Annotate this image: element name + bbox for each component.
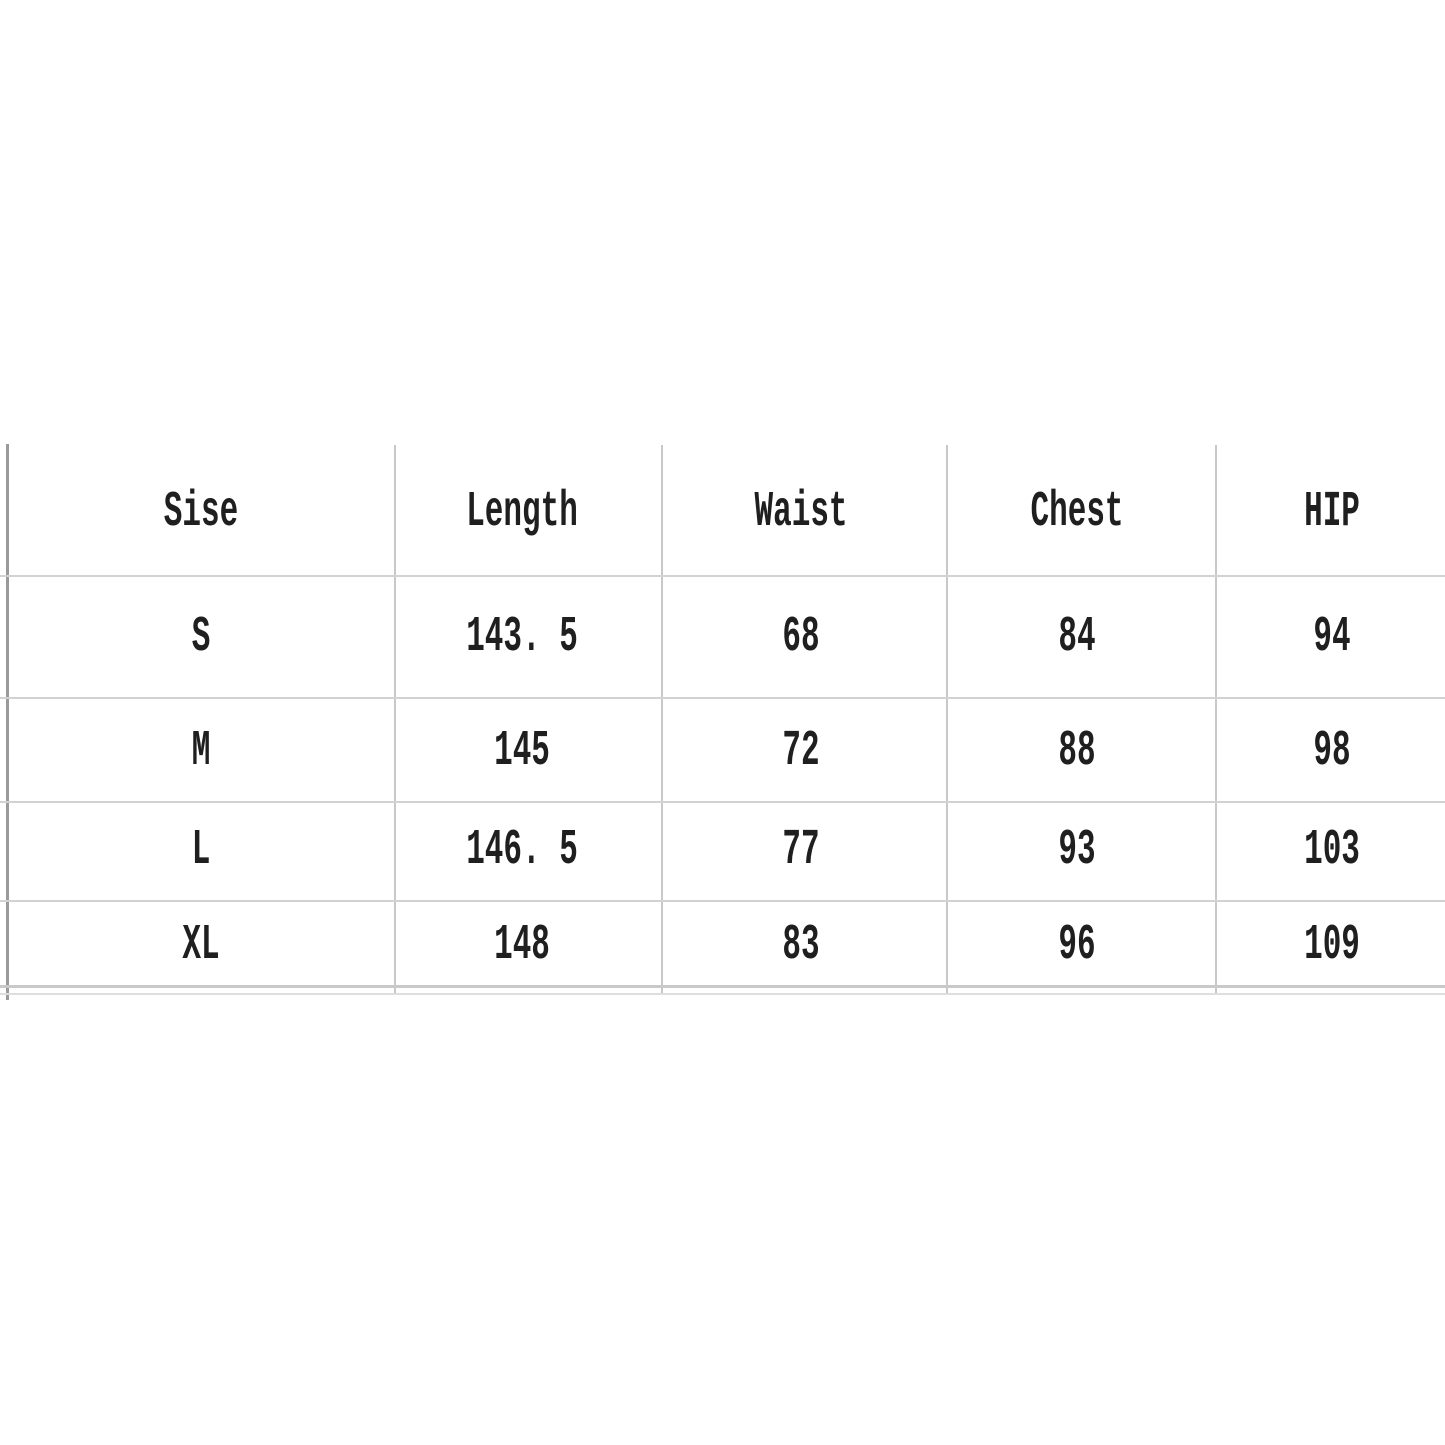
table-row-m-size bbox=[71, 716, 331, 786]
cell-value: S bbox=[191, 608, 211, 666]
cell-value: 96 bbox=[1058, 916, 1096, 974]
cell-value: 83 bbox=[782, 916, 820, 974]
grid-line-row-s-bottom bbox=[0, 697, 1445, 699]
header-cell-size bbox=[71, 477, 331, 547]
cell-value: XL bbox=[182, 916, 220, 974]
table-row-s-size bbox=[71, 602, 331, 672]
header-cell-waist bbox=[671, 477, 931, 547]
header-cell-chest bbox=[947, 477, 1207, 547]
cell-value: 145 bbox=[494, 722, 550, 780]
table-row-l-waist bbox=[671, 815, 931, 885]
table-row-l-hip bbox=[1202, 815, 1445, 885]
table-row-s-hip bbox=[1202, 602, 1445, 672]
cell-value: 94 bbox=[1313, 608, 1351, 666]
table-row-xl-waist bbox=[671, 910, 931, 980]
grid-line-row-xl-bottom bbox=[0, 985, 1445, 988]
table-row-l-size bbox=[71, 815, 331, 885]
cell-value: 103 bbox=[1304, 821, 1360, 879]
table-row-xl-size bbox=[71, 910, 331, 980]
grid-line-vertical-left-border bbox=[6, 444, 9, 1000]
cell-value: M bbox=[191, 722, 211, 780]
cell-value: 146. 5 bbox=[466, 821, 578, 879]
grid-line-table-bottom bbox=[0, 993, 1445, 995]
table-row-s-length bbox=[392, 602, 652, 672]
grid-line-header-bottom bbox=[0, 575, 1445, 577]
table-row-xl-hip bbox=[1202, 910, 1445, 980]
table-row-m-length bbox=[392, 716, 652, 786]
table-row-l-length bbox=[392, 815, 652, 885]
table-row-m-waist bbox=[671, 716, 931, 786]
cell-value: 98 bbox=[1313, 722, 1351, 780]
cell-value: L bbox=[191, 821, 211, 879]
table-row-l-chest bbox=[947, 815, 1207, 885]
cell-value: 109 bbox=[1304, 916, 1360, 974]
cell-value: 68 bbox=[782, 608, 820, 666]
cell-value: 93 bbox=[1058, 821, 1096, 879]
grid-line-row-m-bottom bbox=[0, 801, 1445, 803]
cell-value: 72 bbox=[782, 722, 820, 780]
table-row-xl-length bbox=[392, 910, 652, 980]
table-row-m-hip bbox=[1202, 716, 1445, 786]
grid-line-row-l-bottom bbox=[0, 900, 1445, 902]
header-label-waist: Waist bbox=[754, 483, 848, 541]
cell-value: 77 bbox=[782, 821, 820, 879]
table-row-s-chest bbox=[947, 602, 1207, 672]
cell-value: 143. 5 bbox=[466, 608, 578, 666]
table-row-xl-chest bbox=[947, 910, 1207, 980]
header-label-length: Length bbox=[466, 483, 578, 541]
header-cell-hip bbox=[1202, 477, 1445, 547]
cell-value: 88 bbox=[1058, 722, 1096, 780]
header-label-hip: HIP bbox=[1304, 483, 1360, 541]
cell-value: 84 bbox=[1058, 608, 1096, 666]
header-label-chest: Chest bbox=[1030, 483, 1124, 541]
table-row-s-waist bbox=[671, 602, 931, 672]
grid-line-vertical-2 bbox=[661, 445, 663, 993]
header-cell-length bbox=[392, 477, 652, 547]
table-row-m-chest bbox=[947, 716, 1207, 786]
header-label-size: Sise bbox=[163, 483, 239, 541]
cell-value: 148 bbox=[494, 916, 550, 974]
